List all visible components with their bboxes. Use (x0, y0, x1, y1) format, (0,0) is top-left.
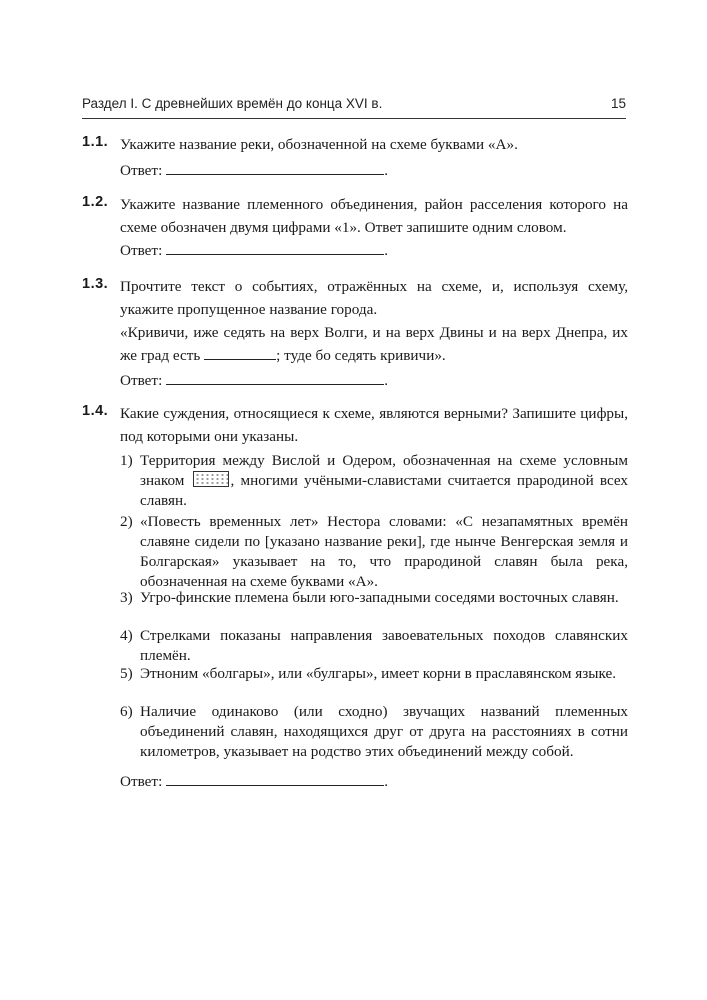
task-text: Какие суждения, относящиеся к схеме, являются верными? Запишите цифры, под которыми они указаны. (120, 405, 628, 445)
answer-field-1-2[interactable]: Ответ: . (120, 242, 389, 259)
page-number: 15 (610, 96, 626, 111)
statement-item-2: 2) «Повесть временных лет» Нестора словами: «С незапамятных времён славяне сидели по [указано название реки], где нынче Венгерская земля и Болгарская» указывает на то, что прародиной славян была река, обозначенная на схеме буквами «А». (120, 513, 628, 590)
city-blank[interactable] (204, 345, 276, 360)
answer-label: Ответ: (120, 372, 163, 389)
task-number: 1.3. (82, 276, 109, 292)
answer-blank[interactable] (166, 240, 384, 255)
statement-item-6: 6) Наличие одинаково (или сходно) звучащих названий племенных объединений славян, находящихся друг от друга на расстояниях в сотни километров, указывает на родство этих объединений между собой. (120, 703, 628, 760)
task-text: Укажите название племенного объединения, район расселения которого на схеме обозначен двумя цифрами «1». Ответ запишите одним словом. (120, 196, 628, 236)
chronicle-quote: «Кривичи, иже седять на верх Волги, и на верх Двины и на верх Днепра, их же град есть ; туде бо седять кривичи». (120, 324, 628, 364)
answer-blank[interactable] (166, 771, 384, 786)
task-text: Укажите название реки, обозначенной на схеме буквами «А». (120, 136, 518, 153)
statement-item-5: 5) Этноним «болгары», или «булгары», имеет корни в праславянском языке. (120, 665, 616, 682)
answer-label: Ответ: (120, 242, 163, 259)
task-number: 1.4. (82, 403, 109, 419)
answer-field-1-1[interactable]: Ответ: . (120, 162, 389, 179)
statement-item-3: 3) Угро-финские племена были юго-западными соседями восточных славян. (120, 589, 619, 606)
statement-item-1: 1) Территория между Вислой и Одером, обозначенная на схеме условным знаком , многими учёными-славистами считается прародиной всех славян. (120, 452, 629, 509)
task-number: 1.2. (82, 194, 109, 210)
answer-blank[interactable] (166, 370, 384, 385)
task-number: 1.1. (82, 134, 109, 150)
answer-label: Ответ: (120, 773, 163, 790)
task-1-2 (82, 193, 628, 239)
answer-label: Ответ: (120, 162, 163, 179)
task-1-4 (82, 402, 628, 448)
answer-field-1-4[interactable]: Ответ: . (120, 773, 389, 790)
answer-field-1-3[interactable]: Ответ: . (120, 372, 389, 389)
dotted-area-legend-icon (193, 471, 229, 487)
task-text: Прочтите текст о событиях, отражённых на схеме, и, используя схему, укажите пропущенное название города. (120, 278, 628, 318)
section-title: Раздел I. С древнейших времён до конца XVI в. (82, 96, 383, 111)
statement-item-4: 4) Стрелками показаны направления завоевательных походов славянских племён. (120, 627, 628, 664)
running-header (82, 96, 626, 119)
task-1-3 (82, 275, 628, 321)
answer-blank[interactable] (166, 160, 384, 175)
task-1-1 (82, 133, 628, 156)
